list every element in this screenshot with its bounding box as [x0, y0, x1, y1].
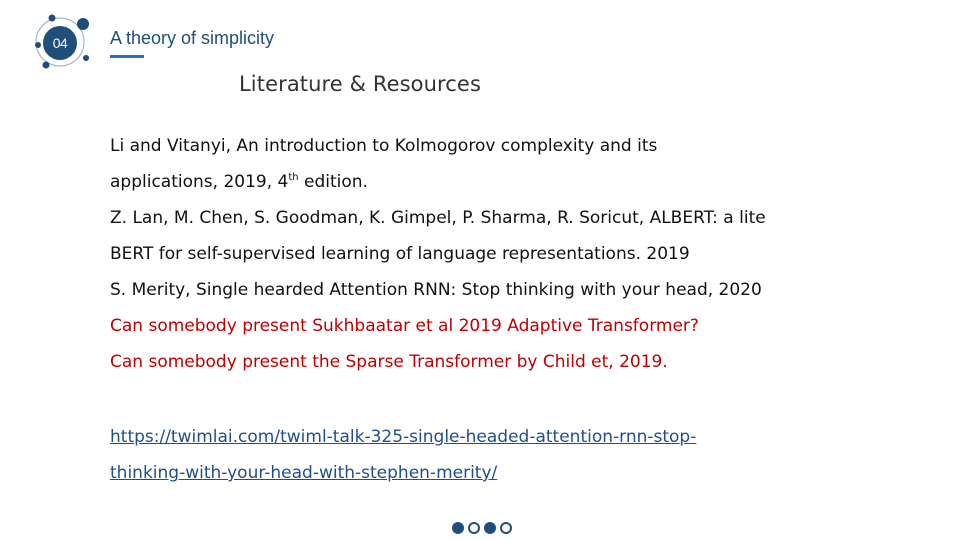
- section-title: A theory of simplicity: [110, 28, 275, 48]
- request-line: Can somebody present Sukhbaatar et al 2019 Adaptive Transformer?: [110, 316, 699, 336]
- resource-link[interactable]: thinking-with-your-head-with-stephen-merity/: [110, 463, 498, 483]
- reference-line: S. Merity, Single hearded Attention RNN: Stop thinking with your head, 2020: [110, 280, 762, 300]
- section-number: 04: [52, 35, 68, 51]
- reference-line: BERT for self-supervised learning of language representations. 2019: [110, 244, 690, 264]
- reference-text: edition.: [298, 172, 368, 192]
- reference-line: Li and Vitanyi, An introduction to Kolmogorov complexity and its: [110, 136, 658, 156]
- resource-link[interactable]: https://twimlai.com/twiml-talk-325-single-headed-attention-rnn-stop-: [110, 427, 697, 447]
- reference-text: applications, 2019, 4: [110, 172, 289, 192]
- slide-heading: Literature & Resources: [239, 72, 481, 96]
- superscript: th: [288, 172, 299, 183]
- reference-line: Z. Lan, M. Chen, S. Goodman, K. Gimpel, P. Sharma, R. Soricut, ALBERT: a lite: [110, 208, 766, 228]
- reference-line: [110, 171, 368, 193]
- pagination-dots-icon: [450, 518, 516, 538]
- request-line: Can somebody present the Sparse Transformer by Child et, 2019.: [110, 352, 668, 372]
- title-underline: [110, 55, 144, 58]
